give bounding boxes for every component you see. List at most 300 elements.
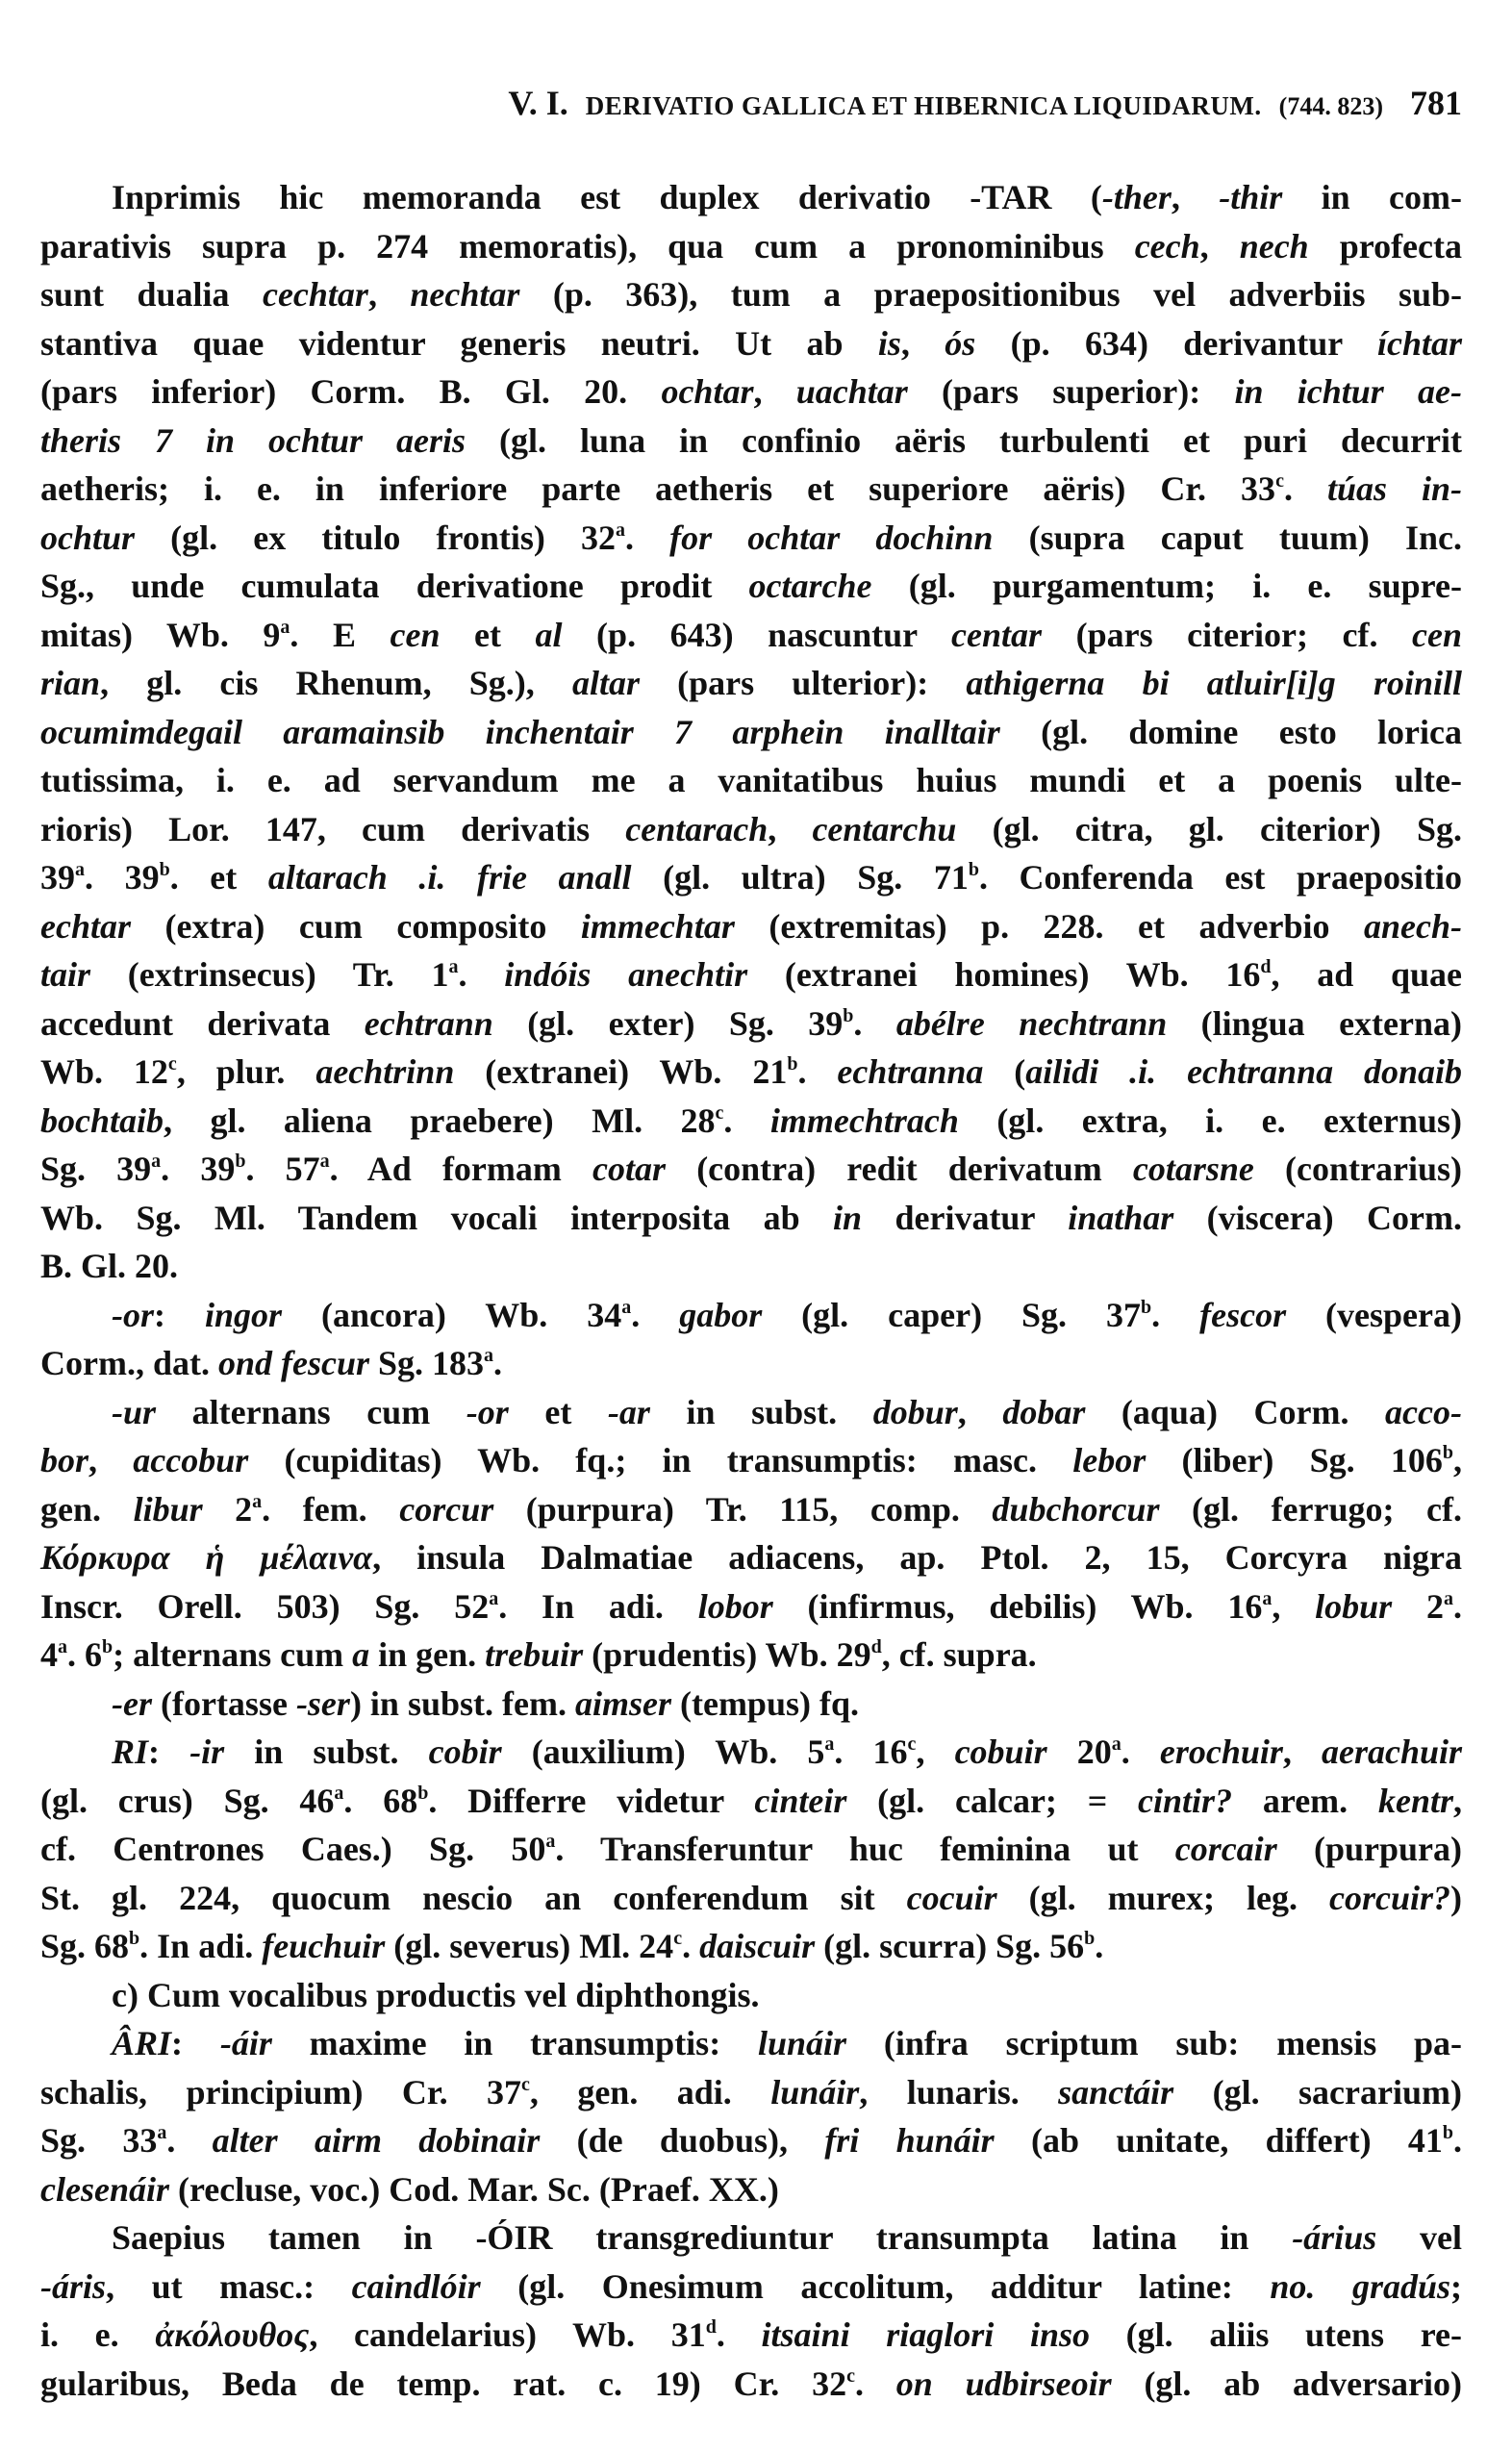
text-run: et (508, 1392, 608, 1431)
text-run: (extranei) Wb. 21 (454, 1052, 788, 1091)
folio-superscript: b (129, 1928, 140, 1949)
text-run: . 57 (245, 1150, 320, 1188)
italic-term: -or (466, 1392, 509, 1431)
italic-term: cinteir (754, 1781, 847, 1820)
folio-superscript: b (1442, 2122, 1454, 2143)
text-line (40, 465, 1462, 514)
text-run: parativis supra p. 274 memoratis), qua cum a pronominibus (40, 226, 1135, 266)
italic-term: dobur (872, 1392, 958, 1431)
text-run: 2 (1392, 1586, 1445, 1626)
text-line (40, 1922, 1462, 1971)
text-line (40, 1097, 1462, 1146)
text-run: (p. 634) derivantur (975, 323, 1377, 363)
italic-term: cechtar (262, 275, 368, 314)
folio-superscript: a (1111, 1733, 1121, 1755)
text-run: , insula Dalmatiae adiacens, ap. Ptol. 2, 15, Corcyra nigra (372, 1538, 1463, 1577)
text-run: 4 (40, 1635, 58, 1674)
text-line (40, 1388, 1462, 1437)
text-run: ; (1450, 2266, 1462, 2306)
italic-term: on udbirseoir (895, 2364, 1112, 2403)
italic-term: cintir? (1138, 1781, 1233, 1820)
text-run: in subst. (649, 1392, 873, 1431)
text-line (40, 222, 1462, 271)
text-run: (gl. murex; leg. (996, 1878, 1329, 1917)
text-run: , (1282, 1732, 1323, 1771)
text-line (40, 1533, 1462, 1582)
text-run: . (631, 1295, 680, 1334)
folio-superscript: b (1084, 1928, 1096, 1949)
text-run: 20 (1046, 1732, 1112, 1771)
text-line (40, 1242, 1462, 1291)
text-run: B. Gl. 20. (40, 1247, 179, 1285)
italic-term: immechtrach (769, 1100, 959, 1140)
text-run: . et (169, 858, 268, 897)
folio-superscript: b (968, 859, 979, 880)
text-run: , (367, 275, 411, 314)
text-run: , (1171, 178, 1220, 216)
folio-superscript: b (787, 1053, 798, 1075)
italic-term: cech (1134, 226, 1200, 266)
text-run: , cf. supra. (881, 1635, 1037, 1674)
text-run: (viscera) Corm. (1173, 1198, 1462, 1237)
text-run: . (1283, 469, 1327, 508)
text-run: , ut masc.: (106, 2266, 352, 2306)
folio-superscript: c (673, 1928, 683, 1949)
text-line (40, 2116, 1462, 2165)
text-run: : (154, 1295, 205, 1334)
italic-term: aechtrinn (315, 1052, 455, 1091)
text-run: (purpura) Tr. 115, comp. (493, 1489, 993, 1529)
text-run: . (166, 2121, 213, 2160)
text-run: . (1453, 2121, 1463, 2160)
page-number: 781 (1410, 84, 1462, 122)
text-run: Corm., dat. (40, 1344, 218, 1382)
text-run: maxime in transumptis: (271, 2024, 758, 2062)
italic-term: lobor (697, 1586, 773, 1626)
text-run: aetheris; i. e. in inferiore parte aetheris et superiore aëris) Cr. 33 (40, 469, 1276, 508)
text-line (40, 2019, 1462, 2068)
folio-superscript: a (489, 1587, 499, 1609)
italic-term: al (535, 615, 563, 654)
italic-term: centar (951, 615, 1043, 654)
text-run: (infirmus, debilis) Wb. 16 (772, 1586, 1263, 1626)
text-line (40, 514, 1462, 563)
text-run: (gl. scurra) Sg. 56 (815, 1927, 1085, 1965)
text-run: Sg., unde cumulata derivatione prodit (40, 567, 749, 605)
text-run: (gl. Onesimum accolitum, additur latine: (480, 2266, 1271, 2306)
italic-term: uachtar (795, 372, 908, 411)
text-run: (tempus) fq. (670, 1683, 859, 1723)
text-run: in com- (1282, 178, 1463, 216)
folio-superscript: c (167, 1053, 177, 1075)
italic-term: -ir (189, 1732, 225, 1771)
text-run: (p. 643) nascuntur (562, 615, 952, 654)
text-run: profecta (1308, 226, 1462, 266)
text-run: . fem. (262, 1489, 400, 1529)
text-run: . 39 (161, 1150, 236, 1188)
italic-term: cen (390, 615, 441, 654)
italic-term: is (877, 323, 901, 363)
text-run: rioris) Lor. 147, cum derivatis (40, 809, 626, 848)
italic-term: libur (133, 1489, 203, 1529)
italic-term: corcuir? (1329, 1878, 1450, 1917)
italic-term: immechtar (580, 906, 735, 946)
text-run: (vespera) (1286, 1295, 1462, 1334)
text-run: (gl. ultra) Sg. 71 (631, 858, 969, 897)
text-run: accedunt derivata (40, 1003, 365, 1043)
text-run: (gl. purgamentum; i. e. supre- (871, 567, 1462, 605)
text-run: ) in subst. fem. (349, 1683, 575, 1723)
text-line (40, 1874, 1462, 1923)
text-run: (infra scriptum sub: mensis pa- (846, 2024, 1463, 2062)
folio-superscript: a (545, 1831, 556, 1852)
text-run: derivatur (862, 1198, 1069, 1237)
italic-term: daiscuir (699, 1927, 816, 1965)
text-run: . Ad formam (329, 1150, 593, 1188)
text-run: . Transferuntur huc feminina ut (555, 1830, 1175, 1868)
text-line (40, 2311, 1462, 2360)
text-run: . E (290, 615, 391, 654)
text-line (40, 1777, 1462, 1826)
italic-term: RI (112, 1732, 149, 1771)
text-run: . (1121, 1732, 1160, 1771)
folio-superscript: c (715, 1101, 724, 1124)
italic-term: bochtaib (40, 1100, 164, 1140)
text-run: , candelarius) Wb. 31 (309, 2315, 706, 2354)
text-run: . In adi. (498, 1586, 698, 1626)
text-run: Sg. 39 (40, 1150, 152, 1188)
italic-term: -thir (1219, 178, 1283, 216)
folio-superscript: d (705, 2316, 717, 2338)
folio-superscript: b (417, 1782, 429, 1804)
text-run: Inprimis hic memoranda est duplex derivatio -TAR ( (112, 178, 1102, 216)
text-line (40, 611, 1462, 660)
italic-term: caindlóir (351, 2266, 481, 2306)
text-run: ( (983, 1052, 1026, 1091)
italic-term: for ochtar dochinn (669, 518, 994, 557)
italic-term: athigerna bi atluir[i]g roinill (966, 664, 1462, 702)
text-run: , (1272, 1586, 1316, 1626)
text-line (40, 1631, 1462, 1680)
text-run: . (854, 2364, 896, 2403)
folio-superscript: a (448, 956, 459, 977)
folio-superscript: a (280, 616, 290, 638)
italic-term: dubchorcur (992, 1489, 1160, 1529)
italic-term: -er (112, 1683, 152, 1723)
italic-term: íchtar (1377, 323, 1463, 363)
text-run: Sg. 68 (40, 1927, 130, 1965)
text-line (40, 950, 1462, 999)
text-line (40, 319, 1462, 368)
italic-term: kentr (1377, 1781, 1453, 1820)
text-run: stantiva quae videntur generis neutri. Ut ab (40, 323, 878, 363)
running-header (38, 83, 1462, 123)
text-run: (p. 363), tum a praepositionibus vel adverbiis sub- (519, 275, 1462, 314)
italic-term: Κόρκυρα ἡ μέλαινα (40, 1538, 373, 1577)
text-line (40, 756, 1462, 805)
italic-term: anech- (1364, 906, 1462, 946)
text-run: (pars ulterior): (639, 664, 967, 702)
folio-superscript: b (1141, 1296, 1152, 1318)
italic-term: -ther (1101, 178, 1172, 216)
text-line (40, 902, 1462, 951)
text-run: , gl. aliena praebere) Ml. 28 (164, 1100, 716, 1140)
text-run: . (682, 1927, 700, 1965)
text-run: cf. Centrones Caes.) Sg. 50 (40, 1830, 546, 1868)
text-run: , (1453, 1441, 1463, 1479)
italic-term: echtar (40, 906, 131, 946)
italic-term: inathar (1068, 1198, 1174, 1237)
italic-term: indóis anechtir (504, 955, 748, 994)
text-run: Wb. Sg. Ml. Tandem vocali interposita ab (40, 1198, 834, 1237)
italic-term: ochtar (661, 372, 754, 411)
italic-term: cobuir (954, 1732, 1047, 1771)
italic-term: -árius (1292, 2218, 1377, 2257)
text-run: gularibus, Beda de temp. rat. c. 19) Cr. 32 (40, 2364, 847, 2403)
text-run: Inscr. Orell. 503) Sg. 52 (40, 1586, 490, 1626)
text-line (40, 1194, 1462, 1243)
italic-term: theris 7 in ochtur aeris (40, 420, 466, 460)
text-run: (ab unitate, differt) 41 (994, 2121, 1443, 2160)
italic-term: echtrann (364, 1003, 493, 1043)
folio-superscript: c (521, 2073, 530, 2095)
text-line (40, 1436, 1462, 1485)
text-run: (gl. sacrarium) (1173, 2072, 1462, 2112)
text-run: (gl. citra, gl. citerior) Sg. (956, 809, 1462, 848)
italic-term: erochuir (1159, 1732, 1283, 1771)
text-line (40, 1291, 1462, 1340)
folio-superscript: a (58, 1636, 67, 1657)
text-line (40, 270, 1462, 319)
text-run: (pars citerior; cf. (1042, 615, 1413, 654)
italic-term: corcair (1174, 1830, 1277, 1868)
italic-term: in ichtur ae- (1234, 372, 1463, 411)
folio-superscript: c (1275, 470, 1284, 492)
text-run: , plur. (176, 1052, 316, 1091)
folio-superscript: b (1442, 1442, 1454, 1463)
text-run: (purpura) (1276, 1830, 1462, 1868)
text-run: (gl. ex titulo frontis) 32 (135, 518, 616, 557)
italic-term: abélre nechtrann (895, 1003, 1168, 1043)
text-run: (pars inferior) Corm. B. Gl. 20. (40, 372, 662, 411)
text-line (40, 562, 1462, 611)
folio-superscript: b (102, 1636, 113, 1657)
text-run: , (1453, 1781, 1462, 1820)
folio-superscript: a (1262, 1587, 1273, 1609)
text-run: , (916, 1732, 955, 1771)
text-run: (extra) cum composito (131, 906, 581, 946)
text-line (40, 708, 1462, 757)
text-run: , (768, 809, 813, 848)
text-line (40, 2068, 1462, 2117)
italic-term: lebor (1072, 1441, 1147, 1479)
text-run: (gl. crus) Sg. 46 (40, 1781, 335, 1820)
text-run: (gl. exter) Sg. 39 (492, 1003, 844, 1043)
italic-term: fri hunáir (824, 2121, 995, 2160)
italic-term: cobir (428, 1732, 502, 1771)
italic-term: clesenáir (40, 2169, 169, 2209)
text-line (40, 1339, 1462, 1388)
italic-term: lunáir (757, 2024, 847, 2062)
folio-superscript: a (157, 2122, 167, 2143)
text-run: , lunaris. (859, 2072, 1059, 2112)
text-line (40, 1485, 1462, 1534)
text-run: c) Cum vocalibus productis vel diphthongis. (112, 1975, 760, 2014)
text-run: . (1095, 1927, 1104, 1965)
text-run: . (853, 1003, 896, 1043)
folio-superscript: a (1444, 1587, 1454, 1609)
text-run: (gl. calcar; = (846, 1781, 1139, 1820)
text-run: , ad quae (1271, 955, 1463, 994)
text-run: . (493, 1344, 503, 1382)
text-run: vel (1376, 2218, 1462, 2257)
text-run: (de duobus), (540, 2121, 825, 2160)
italic-term: ond fescur (217, 1344, 369, 1382)
italic-term: sanctáir (1058, 2072, 1174, 2112)
section-number: V. I. (508, 84, 568, 122)
folio-superscript: a (75, 859, 85, 880)
text-run: , (1199, 226, 1240, 266)
text-run: . (625, 518, 670, 557)
text-run: . (797, 1052, 838, 1091)
text-line (40, 659, 1462, 708)
italic-term: no. gradús (1270, 2266, 1450, 2306)
text-line (40, 999, 1462, 1049)
italic-term: lobur (1315, 1586, 1393, 1626)
italic-term: aimser (574, 1683, 671, 1723)
text-run: Saepius tamen in -ÓIR transgrediuntur transumpta latina in (112, 2218, 1293, 2257)
italic-term: -ar (607, 1392, 650, 1431)
folio-superscript: a (484, 1345, 494, 1366)
italic-term: octarche (748, 567, 872, 605)
text-line (40, 853, 1462, 902)
text-run: St. gl. 224, quocum nescio an conferendum sit (40, 1878, 907, 1917)
text-run: . In adi. (139, 1927, 263, 1965)
text-run: , gl. cis Rhenum, Sg.), (100, 664, 572, 702)
text-line (40, 1145, 1462, 1194)
folio-superscript: a (824, 1733, 835, 1755)
italic-term: tair (40, 955, 91, 994)
text-run: (gl. severus) Ml. 24 (385, 1927, 674, 1965)
italic-term: gabor (679, 1295, 763, 1334)
text-run: . (1151, 1295, 1200, 1334)
text-run: ; alternans cum (113, 1635, 353, 1674)
italic-term: acco- (1385, 1392, 1462, 1431)
italic-term: cen (1412, 615, 1463, 654)
italic-term: lunáir (770, 2072, 860, 2112)
folio-superscript: b (235, 1151, 246, 1172)
text-run: in subst. (224, 1732, 429, 1771)
text-run: . 68 (343, 1781, 418, 1820)
text-run: schalis, principium) Cr. 37 (40, 2072, 522, 2112)
italic-term: itsaini riaglori inso (761, 2315, 1090, 2354)
italic-term: -áris (40, 2266, 107, 2306)
italic-term: ós (945, 323, 976, 363)
text-run: (extranei homines) Wb. 16 (747, 955, 1261, 994)
italic-term: centarchu (812, 809, 957, 848)
folio-superscript: a (621, 1296, 632, 1318)
text-run: (recluse, voc.) Cod. Mar. Sc. (Praef. XX.) (168, 2169, 779, 2209)
text-run: (aqua) Corm. (1085, 1392, 1386, 1431)
text-run: (contrarius) (1253, 1150, 1462, 1188)
italic-term: centarach (625, 809, 769, 848)
folio-superscript: c (907, 1733, 917, 1755)
text-line (40, 2263, 1462, 2312)
text-run: 2 (202, 1489, 253, 1529)
text-line (40, 2165, 1462, 2214)
text-run: (liber) Sg. 106 (1146, 1441, 1443, 1479)
text-run: (gl. luna in confinio aëris turbulenti et puri decurrit (466, 420, 1462, 460)
italic-term: -ser (295, 1683, 350, 1723)
text-run: (contra) redit derivatum (666, 1150, 1133, 1188)
text-run: et (440, 615, 536, 654)
italic-term: dobar (1002, 1392, 1086, 1431)
italic-term: altar (571, 664, 640, 702)
text-line (40, 2213, 1462, 2263)
text-run: , (88, 1441, 134, 1479)
text-run: , (753, 372, 796, 411)
text-run: (gl. domine esto lorica (999, 712, 1462, 751)
italic-term: fescor (1199, 1295, 1287, 1334)
italic-term: ÂRI (112, 2024, 172, 2062)
italic-term: ocumimdegail aramainsib inchentair 7 arphein inalltair (40, 712, 1000, 751)
italic-term: altarach .i. frie anall (267, 858, 632, 897)
text-run: i. e. (40, 2315, 156, 2354)
section-reference: (744. 823) (1278, 92, 1383, 120)
italic-term: ingor (204, 1295, 282, 1334)
italic-term: rian (40, 664, 101, 702)
text-run: tutissima, i. e. ad servandum me a vanitatibus huius mundi et a poenis ulte- (40, 761, 1462, 799)
text-run: (lingua externa) (1167, 1003, 1463, 1043)
text-run: , (900, 323, 945, 363)
italic-term: corcur (399, 1489, 494, 1529)
text-run: . (723, 1100, 770, 1140)
text-run: , gen. adi. (529, 2072, 771, 2112)
italic-term: -ur (112, 1392, 157, 1431)
folio-superscript: d (870, 1636, 882, 1657)
text-run: (extremitas) p. 228. et adverbio (734, 906, 1364, 946)
text-run: . 6 (67, 1635, 102, 1674)
folio-superscript: d (1260, 956, 1272, 977)
italic-term: in (833, 1198, 863, 1237)
text-run: . Conferenda est praepositio (978, 858, 1462, 897)
text-run: Wb. 12 (40, 1052, 168, 1091)
text-line (40, 2360, 1462, 2409)
text-run: (pars superior): (907, 372, 1235, 411)
italic-term: a (352, 1635, 370, 1674)
text-run: . (716, 2315, 762, 2354)
text-run: . Differre videtur (428, 1781, 755, 1820)
italic-term: accobur (133, 1441, 249, 1479)
text-run: (gl. extra, i. e. externus) (958, 1100, 1463, 1140)
text-run: mitas) Wb. 9 (40, 615, 281, 654)
text-run: : (148, 1732, 190, 1771)
running-title: DERIVATIO GALLICA ET HIBERNICA LIQUIDARUM. (585, 91, 1262, 120)
italic-term: nech (1239, 226, 1309, 266)
text-run: Sg. 183 (369, 1344, 485, 1382)
text-line (40, 173, 1462, 222)
text-run: (gl. caper) Sg. 37 (762, 1295, 1142, 1334)
text-line (40, 417, 1462, 466)
italic-term: alter airm dobinair (212, 2121, 541, 2160)
text-line (40, 1582, 1462, 1631)
folio-superscript: b (159, 859, 170, 880)
folio-superscript: a (616, 518, 625, 541)
italic-term: -áir (219, 2024, 272, 2062)
text-run: arem. (1232, 1781, 1378, 1820)
italic-term: ochtur (40, 518, 136, 557)
text-run: . (458, 955, 505, 994)
